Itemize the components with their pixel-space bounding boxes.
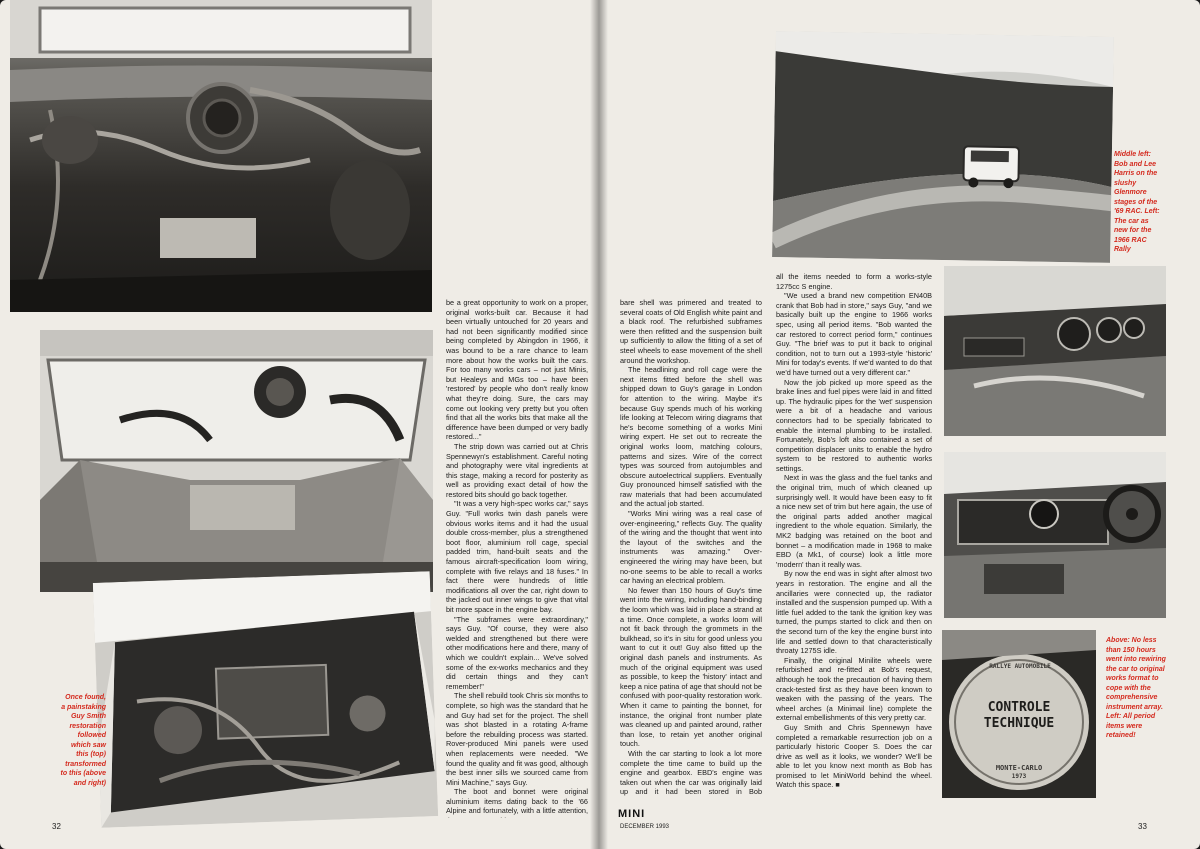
article-paragraph: The headlining and roll cage were the next items fitted before the shell was shipped down to Guy's garage in London for attention to the wiring. Maybe it's because Guy spends much of his working life looking at Telecom wiring diagrams that he's become something of a works Mini wiring expert. He set out to recreate the original works loom, matching colours, patterns and sizes. Wire of the correct types was sourced from autojumbles and obscure autoelectrical suppliers. Eventually Guy pronounced himself satisfied with the raw materials that had been accumulated and the actual job started. — [620, 365, 762, 509]
page-number-left: 32 — [52, 822, 61, 831]
photo-rally-stage — [772, 31, 1114, 263]
article-column-3 — [776, 272, 932, 807]
photo-dashboard-lower — [944, 452, 1166, 618]
article-paragraph: Guy Smith and Chris Spennewyn have completed a remarkable resurrection job on a particularly historic Cooper S. Does the car drive as well as it looks, we wonder? We'll be able to let you know next month as Bob has promised to let MiniWorld behind the wheel. Watch this space. ■ — [776, 722, 932, 790]
article-paragraph: "We used a brand new competition EN40B crank that Bob had in store," says Guy, "and we basically built up the engine to 1966 works spec, using all period items. "Bob wanted the car restored to correct period form," continues Guy. "The brief was to put it back to original condition, not to turn out a 1993-style 'historic' Mini for today's events. If we'd wanted to do that we'd have turned out a very different car." — [776, 291, 932, 377]
left-caption: Once found, a painstaking Guy Smith restoration followed which saw this (top) transformed to this (above and right) — [60, 694, 106, 787]
article-paragraph: "The subframes were extraordinary," says Guy. "Of course, they were also welded and strengthened but there were other modifications here and there, many of which we couldn't explain... We've solved some of the ex-works mechanics and they did certain things and they can't remember!" — [446, 614, 588, 691]
page-number-right: 33 — [1138, 822, 1147, 831]
article-paragraph: be a great opportunity to work on a proper, original works-built car. Because it had been virtually untouched for 20 years and had not been significantly modified since being completed by Abingdon in 1966, it was bound to be a rare chance to learn more about how the works built the cars. For too many works cars – not just Minis, but Healeys and MGs too – have been 'restored' by people who don't really know what they're doing. Sure, the cars may come out looking very pretty but you often find that all the works bits that make all the difference have been dumped or very badly restored..." — [446, 298, 588, 442]
article-paragraph: Next in was the glass and the fuel tanks and the original trim, much of which cleaned up surprisingly well. It would have been easy to fit a nice new set of trim but here again, the use of the original parts added another magical ingredient to the whole equation. Similarly, the MK2 badging was retained on the boot and bonnet – a modification made in 1968 to make EBD (a Mk1, of course) look a little more 'modern' than it really was. — [776, 473, 932, 569]
footer-logo: MINI — [618, 808, 646, 820]
article-paragraph: The shell rebuild took Chris six months to complete, so high was the standard that he and Guy had set for the project. The shell was shot blasted in a rotating A-frame before the rebuilding process was started. Rover-produced Mini panels were used when replacements were needed. "We found the quality and fit was good, although the best inner sills we sourced came from Mini Machine," says Guy. — [446, 691, 588, 787]
article-paragraph: The strip down was carried out at Chris Spennewyn's establishment. Careful noting and photography were vital ingredients at this stage, making a record for posterity as well as providing exact detail of how the restored bits should go back together. — [446, 441, 588, 499]
photo-dashboard-upper — [944, 266, 1166, 436]
plaque-top-line: RALLYE AUTOMOBILE — [989, 663, 1051, 670]
right-page — [598, 0, 1200, 849]
caption-above-left: Above: No less than 150 hours went into rewiring the car to original works format to cope with the comprehensive instrument array. Left: All period items were retained! — [1106, 637, 1166, 739]
article-column-1 — [446, 298, 588, 818]
article-paragraph: "It was a very high-spec works car," says Guy. "Full works twin dash panels were obvious works items and it had the usual double cross-member, plus a strengthened boot floor, aluminium roll cage, special padded trim, hand-built seats and the famous aircraft-specification loom wiring, complete with five relays and 18 fuses." In fact there were hundreds of little modifications all over the car, right down to the jacked out inner wings to give that vital bit more space in the engine bay. — [446, 499, 588, 614]
photo-engine-bay — [93, 571, 438, 828]
article-paragraph: all the items needed to form a works-style 1275cc S engine. — [776, 272, 932, 291]
plaque-bottom-line: MONTE-CARLO — [995, 764, 1043, 772]
footer-date: DECEMBER 1993 — [620, 824, 670, 830]
article-column-2 — [620, 298, 762, 798]
article-paragraph: bare shell was primered and treated to several coats of Old English white paint and a black roof. The refurbished subframes were then refitted and the suspension built up sufficiently to allow the fitting of a set of steel wheels to ease movement of the shell around the workshop. — [620, 298, 762, 365]
article-paragraph: "Works Mini wiring was a real case of over-engineering," reflects Guy. The quality of the wiring and the thought that went into the layout of the switches and the instruments was amazing." Over-engineered the wiring may have been, but no-one seems to be able to recall a works car having an electrical problem. — [620, 509, 762, 586]
plaque-line-2: TECHNIQUE — [983, 716, 1055, 731]
article-paragraph: With the car starting to look a lot more complete the time came to build up the engine and gearbox. EBD's engine was taken out when the car was originally laid up and it had been stored in Bob — [620, 748, 762, 797]
left-page — [0, 0, 598, 849]
photo-restored-bulkhead — [40, 330, 433, 592]
article-paragraph: Now the job picked up more speed as the brake lines and fuel pipes were laid in and fitted up. The hydraulic pipes for the 'wet' suspension were a bit of a headache and various connectors had to be specially fabricated to enable the internal plumbing to be installed. Fortunately, Bob's loft also contained a set of competition displacer units to enable the hydro system to be restored to authentic works settings. — [776, 377, 932, 473]
plaque-year: 1973 — [1011, 773, 1027, 780]
photo-controle-technique-plaque — [942, 630, 1096, 798]
photo-stripped-bulkhead — [10, 0, 432, 312]
article-paragraph: No fewer than 150 hours of Guy's time went into the wiring, including hand-binding the loom which was laid in place a strand at a time. Once complete, a works loom will not fit back through the grommets in the bulkhead, so it's in situ for good unless you want to cut it out! Guy also fitted up the original dash panels and instruments. As much of the original equipment was used as possible, to keep the 'history' intact and keep a nice patina of age that should not be confused with poor-quality restoration work. When it came to painting the bonnet, for instance, the original front number plate was cleaned up and painted around, rather than lose, to retain yet another original touch. — [620, 585, 762, 749]
article-paragraph: Finally, the original Minilite wheels were refurbished and re-fitted at Bob's request, although he took the precaution of having them crack-tested first as they have been known to weaken with the passing of the years. The wheel arches (a Minimail line) complete the external embellishments of this very pretty car. — [776, 655, 932, 723]
article-paragraph: The boot and bonnet were original aluminium items dating back to the '66 Alpine and fortunately, with a little attention, — [446, 787, 588, 816]
caption-middle-left: Middle left: Bob and Lee Harris on the slushy Glenmore stages of the '69 RAC. Left: The car as new for the 1966 RAC Rally — [1114, 151, 1160, 253]
plaque-line-1: CONTROLE — [987, 700, 1051, 715]
article-paragraph: By now the end was in sight after almost two years in restoration. The engine and all the ancillaries were connected up, the radiator installed and the suspension pumped up. With a little fuel added to the tank the ignition key was turned, the pumps started to click and then on the second turn of the key the engine burst into life and settled down to that characteristically throaty 1275S idle. — [776, 569, 932, 656]
